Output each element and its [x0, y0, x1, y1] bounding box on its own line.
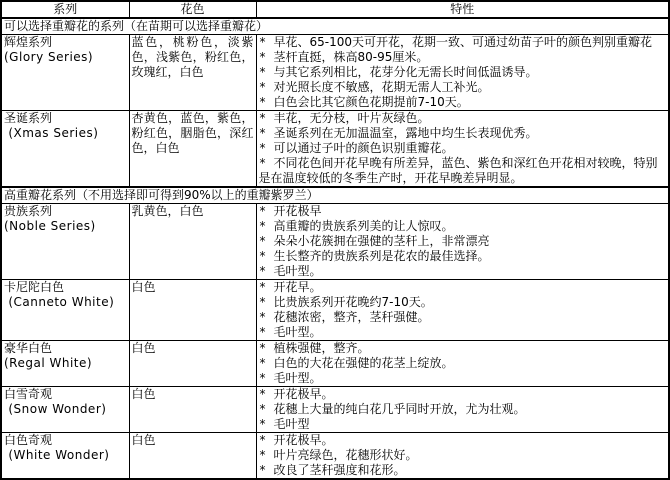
bullet: *	[259, 402, 266, 416]
bullet: *	[259, 65, 266, 79]
series-cell	[1, 280, 129, 341]
table-row	[1, 111, 669, 188]
features-cell	[256, 280, 669, 341]
bullet: *	[259, 249, 266, 263]
feature-text: 开花极早。	[273, 387, 334, 401]
table-row	[1, 280, 669, 341]
feature-text: 早花、65-100天可开花，花期一致、可通过幼苗子叶的颜色判别重瓣花	[273, 35, 653, 49]
bullet: *	[259, 356, 266, 370]
color-cell: 白色	[129, 280, 256, 341]
series-cell	[1, 387, 129, 433]
feature-item	[259, 50, 667, 65]
feature-text: 花穗浓密，整齐，茎秆强健。	[273, 310, 430, 324]
col-header-series: 系列	[1, 1, 129, 18]
series-name-cn: 贵族系列	[4, 204, 53, 218]
table-row	[1, 204, 669, 280]
features-cell	[256, 433, 669, 480]
bullet: *	[259, 35, 266, 49]
feature-text: 与其它系列相比，花芽分化无需长时间低温诱导。	[273, 65, 538, 79]
feature-item	[259, 463, 667, 478]
feature-text: 花穗上大量的纯白花几乎同时开放，尤为壮观。	[273, 402, 526, 416]
features-cell	[256, 204, 669, 280]
feature-text: 对光照长度不敏感，花期无需人工补光。	[273, 80, 490, 94]
table-row	[1, 433, 669, 480]
feature-item	[259, 356, 667, 371]
features-cell	[256, 111, 669, 188]
feature-item	[259, 249, 667, 264]
feature-text: 丰花，无分枝，叶片灰绿色。	[273, 111, 430, 125]
feature-text: 圣诞系列在无加温温室，露地中均生长表现优秀。	[273, 126, 538, 140]
feature-item	[259, 417, 667, 432]
feature-text: 毛叶型。	[273, 371, 322, 385]
series-name-en: (Glory Series)	[4, 50, 94, 64]
bullet: *	[259, 126, 266, 140]
series-name-en: (Snow Wonder)	[4, 402, 107, 416]
series-name-en: (White Wonder)	[4, 448, 110, 462]
series-cell	[1, 111, 129, 188]
bullet: *	[259, 111, 266, 125]
bullet: *	[259, 280, 266, 294]
bullet: *	[259, 156, 266, 170]
feature-item	[259, 141, 667, 156]
section-row	[1, 18, 669, 35]
feature-item	[259, 204, 667, 219]
color-cell: 杏黄色，蓝色，紫色，粉红色，胭脂色，深红色，白色	[129, 111, 256, 188]
series-name-en: (Noble Series)	[4, 219, 96, 233]
series-name-cn: 辉煌系列	[4, 35, 53, 49]
series-name-cn: 卡尼陀白色	[4, 280, 65, 294]
feature-item	[259, 219, 667, 234]
series-cell	[1, 204, 129, 280]
feature-text: 改良了茎秆强度和花形。	[273, 463, 406, 477]
series-name-cn: 圣诞系列	[4, 111, 53, 125]
series-name-en: (Xmas Series)	[4, 126, 99, 140]
bullet: *	[259, 50, 266, 64]
feature-text: 叶片亮绿色，花穗形状好。	[273, 448, 418, 462]
feature-item	[259, 295, 667, 310]
bullet: *	[259, 141, 266, 155]
feature-text: 毛叶型。	[273, 325, 322, 339]
color-cell: 白色	[129, 433, 256, 480]
bullet: *	[259, 310, 266, 324]
feature-text: 可以通过子叶的颜色识别重瓣花。	[273, 141, 454, 155]
bullet: *	[259, 433, 266, 447]
series-name-en: (Regal White)	[4, 356, 93, 370]
feature-text: 开花极早	[273, 204, 322, 218]
feature-text: 生长整齐的贵族系列是花农的最佳选择。	[273, 249, 490, 263]
bullet: *	[259, 463, 266, 477]
series-name-en: (Canneto White)	[4, 295, 115, 309]
color-cell: 乳黄色，白色	[129, 204, 256, 280]
table-row	[1, 387, 669, 433]
feature-item	[259, 371, 667, 386]
features-cell	[256, 35, 669, 111]
feature-text: 植株强健，整齐。	[273, 341, 370, 355]
feature-item	[259, 280, 667, 295]
series-name-cn: 白色奇观	[4, 433, 53, 447]
feature-item	[259, 402, 667, 417]
bullet: *	[259, 95, 266, 109]
feature-text: 比贵族系列开花晚约7-10天。	[273, 295, 433, 309]
feature-text: 开花极早。	[273, 433, 334, 447]
feature-item	[259, 325, 667, 340]
bullet: *	[259, 341, 266, 355]
section-title: 可以选择重瓣花的系列（在苗期可以选择重瓣花）	[1, 18, 669, 35]
feature-item	[259, 95, 667, 110]
feature-item	[259, 264, 667, 279]
series-cell	[1, 341, 129, 387]
feature-item	[259, 65, 667, 80]
feature-item	[259, 80, 667, 95]
bullet: *	[259, 371, 266, 385]
series-name-cn: 白雪奇观	[4, 387, 53, 401]
feature-text: 高重瓣的贵族系列美的让人惊叹。	[273, 219, 454, 233]
feature-item	[259, 35, 667, 50]
feature-text: 毛叶型。	[273, 264, 322, 278]
feature-item	[259, 310, 667, 325]
col-header-features: 特性	[256, 1, 669, 18]
col-header-color: 花色	[129, 1, 256, 18]
table-row	[1, 35, 669, 111]
feature-item	[259, 111, 667, 126]
header-row	[1, 1, 669, 18]
bullet: *	[259, 264, 266, 278]
series-name-cn: 豪华白色	[4, 341, 53, 355]
feature-text: 茎杆直挺，株高80-95厘米。	[273, 50, 429, 64]
color-cell: 白色	[129, 341, 256, 387]
series-cell	[1, 433, 129, 480]
series-cell	[1, 35, 129, 111]
color-cell: 白色	[129, 387, 256, 433]
features-cell	[256, 341, 669, 387]
feature-item	[259, 156, 667, 186]
bullet: *	[259, 204, 266, 218]
feature-item	[259, 448, 667, 463]
feature-text: 毛叶型	[273, 417, 310, 431]
table-row	[1, 341, 669, 387]
features-cell	[256, 387, 669, 433]
bullet: *	[259, 417, 266, 431]
section-row	[1, 187, 669, 204]
feature-text: 不同花色间开花早晚有所差异，蓝色、紫色和深红色开花相对较晚，特别是在温度较低的冬季生产时，开花早晚差异明显。	[258, 156, 658, 185]
feature-item	[259, 341, 667, 356]
feature-item	[259, 433, 667, 448]
bullet: *	[259, 448, 266, 462]
bullet: *	[259, 325, 266, 339]
bullet: *	[259, 387, 266, 401]
bullet: *	[259, 295, 266, 309]
feature-item	[259, 126, 667, 141]
bullet: *	[259, 219, 266, 233]
feature-text: 白色会比其它颜色花期提前7-10天。	[273, 95, 469, 109]
bullet: *	[259, 80, 266, 94]
feature-item	[259, 387, 667, 402]
bullet: *	[259, 234, 266, 248]
color-cell: 蓝色，桃粉色，淡紫色，浅紫色，粉红色，玫瑰红，白色	[129, 35, 256, 111]
feature-text: 朵朵小花簇拥在强健的茎秆上，非常漂亮	[273, 234, 490, 248]
feature-item	[259, 234, 667, 249]
section-title: 高重瓣花系列（不用选择即可得到90%以上的重瓣紫罗兰）	[1, 187, 669, 204]
feature-text: 开花早。	[273, 280, 322, 294]
feature-text: 白色的大花在强健的花茎上绽放。	[273, 356, 454, 370]
